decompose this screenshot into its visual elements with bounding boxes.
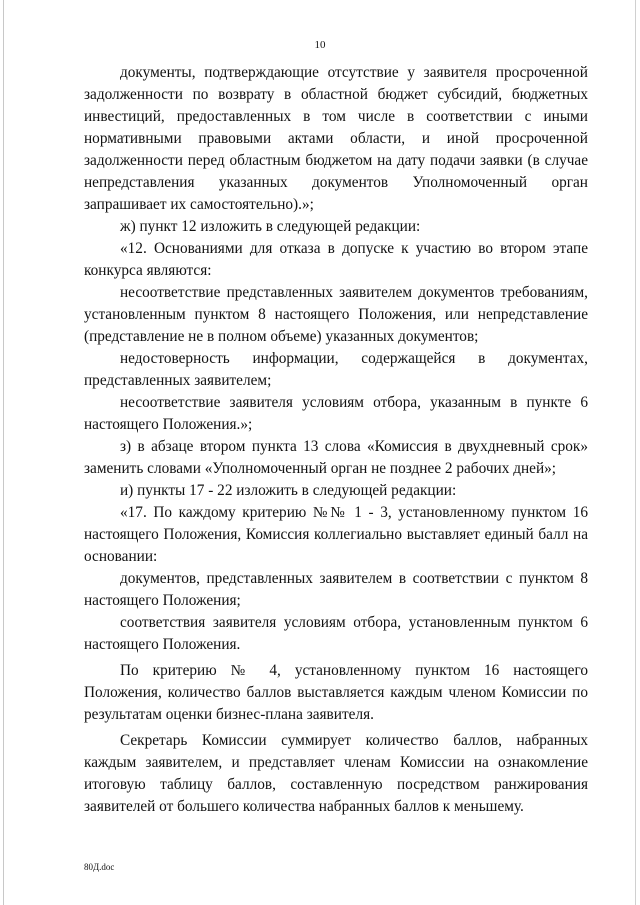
paragraph: недостоверность информации, содержащейся в документах, представленных заявителем;: [84, 350, 588, 389]
scan-edge-left: [3, 0, 4, 905]
paragraph: з) в абзаце втором пункта 13 слова «Комиссия в двухдневный срок» заменить словами «Уполномоченный орган не позднее 2 рабочих дней»;: [84, 438, 588, 477]
page-number: 10: [314, 39, 326, 51]
paragraph: и) пункты 17 - 22 изложить в следующей редакции:: [120, 482, 457, 499]
paragraph: Секретарь Комиссии суммирует количество баллов, набранных каждым заявителем, и представляет членам Комиссии на ознакомление итоговую таблицу баллов, составленную посредством ранжирования заявителей от большего количества набранных баллов к меньшему.: [84, 732, 588, 815]
paragraph: «17. По каждому критерию №№ 1 - 3, установленному пунктом 16 настоящего Положения, Комиссия коллегиально выставляет единый балл на основании:: [84, 504, 588, 565]
paragraph: «12. Основаниями для отказа в допуске к участию во втором этапе конкурса являются:: [84, 240, 588, 279]
paragraph: документов, представленных заявителем в соответствии с пунктом 8 настоящего Положения;: [84, 570, 588, 609]
paragraph: несоответствие заявителя условиям отбора, указанным в пункте 6 настоящего Положения.»;: [84, 394, 588, 433]
paragraph: документы, подтверждающие отсутствие у заявителя просроченной задолженности по возврату в областной бюджет субсидий, бюджетных инвестиций, предоставленных в том числе в соответствии с иными нормативными правовыми актами области, и иной просроченной задолженности перед областным бюджетом на дату подачи заявки (в случае непредставления указанных документов Уполномоченный орган запрашивает их самостоятельно).»;: [84, 64, 588, 213]
footer-filename: 80Д.doc: [84, 862, 115, 872]
paragraph: соответствия заявителя условиям отбора, установленным пунктом 6 настоящего Положения.: [84, 614, 588, 653]
document-body: [84, 62, 588, 818]
paragraph: По критерию № 4, установленному пунктом 16 настоящего Положения, количество баллов выставляется каждым членом Комиссии по результатам оценки бизнес-плана заявителя.: [84, 662, 588, 723]
paragraph: ж) пункт 12 изложить в следующей редакции:: [120, 218, 421, 235]
scan-edge-right: [635, 0, 636, 905]
paragraph: несоответствие представленных заявителем документов требованиям, установленным пунктом 8 настоящего Положения, или непредставление (представление не в полном объеме) указанных документов;: [84, 284, 588, 345]
